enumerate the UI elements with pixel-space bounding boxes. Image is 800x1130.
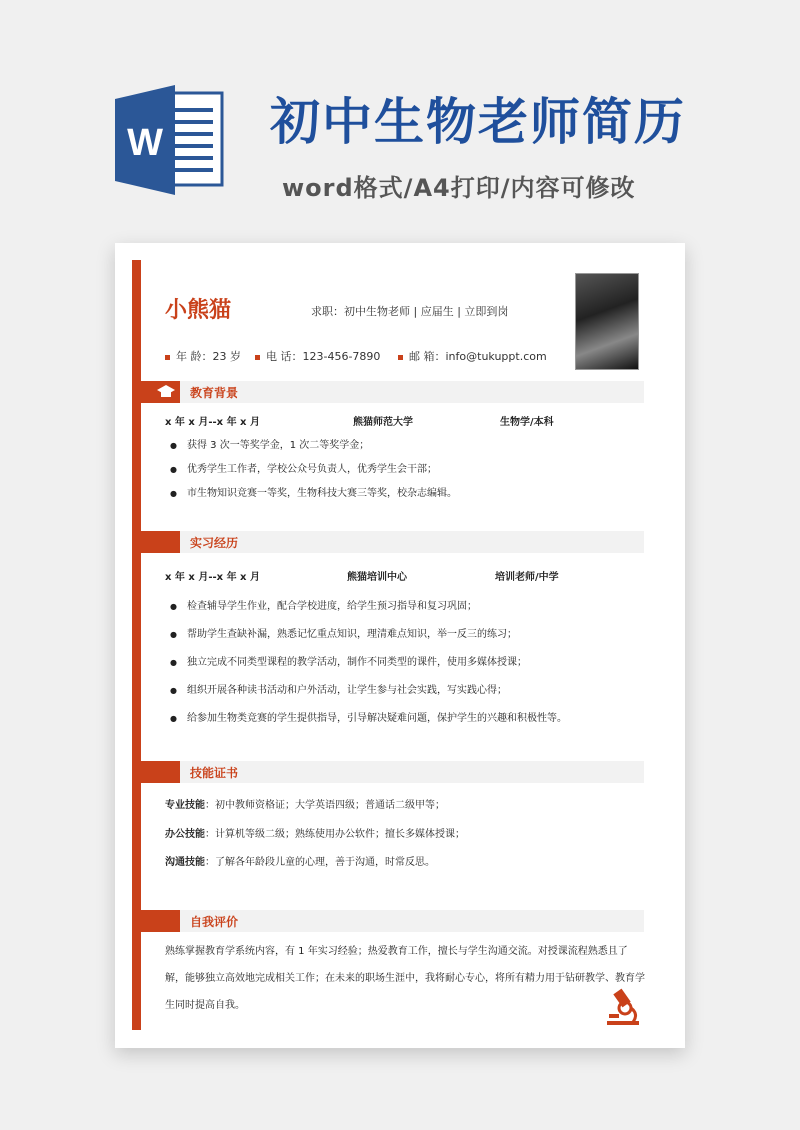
intern-period: x 年 x 月--x 年 x 月 bbox=[165, 572, 260, 583]
skill-line: 办公技能：计算机等级二级；熟练使用办公软件；擅长多媒体授课； bbox=[165, 829, 465, 840]
graduation-cap-icon bbox=[157, 385, 175, 399]
section-self-header bbox=[132, 910, 644, 932]
section-education-header bbox=[132, 381, 644, 403]
word-icon-letter: W bbox=[127, 122, 163, 164]
intern-role: 培训老师/中学 bbox=[495, 572, 559, 583]
list-item: ● 帮助学生查缺补漏，熟悉记忆重点知识，理清难点知识，举一反三的练习； bbox=[170, 625, 517, 640]
info-age: 年 龄：23 岁 bbox=[165, 348, 241, 364]
list-item: ● 给参加生物类竞赛的学生提供指导，引导解决疑难问题，保护学生的兴趣和积极性等。 bbox=[170, 709, 567, 724]
banner-subtitle: word格式/A4打印/内容可修改 bbox=[282, 174, 636, 202]
word-icon bbox=[115, 85, 230, 195]
list-item: ● 组织开展各种读书活动和户外活动，让学生参与社会实践，写实践心得； bbox=[170, 681, 507, 696]
candidate-name: 小熊猫 bbox=[165, 298, 232, 323]
banner-title: 初中生物老师简历 bbox=[270, 93, 686, 151]
list-item: ● 市生物知识竞赛一等奖，生物科技大赛三等奖，校杂志编辑。 bbox=[170, 484, 457, 499]
list-item: ● 优秀学生工作者，学校公众号负责人，优秀学生会干部； bbox=[170, 460, 437, 475]
list-item: ● 检查辅导学生作业，配合学校进度，给学生预习指导和复习巩固； bbox=[170, 597, 477, 612]
skill-line: 专业技能：初中教师资格证；大学英语四级；普通话二级甲等； bbox=[165, 800, 445, 811]
section-education-title: 教育背景 bbox=[190, 386, 239, 400]
skill-line: 沟通技能：了解各年龄段儿童的心理，善于沟通，时常反思。 bbox=[165, 857, 435, 868]
profile-photo bbox=[575, 273, 639, 370]
edu-period: x 年 x 月--x 年 x 月 bbox=[165, 417, 260, 428]
intern-company: 熊猫培训中心 bbox=[347, 572, 407, 583]
microscope-icon bbox=[603, 988, 643, 1028]
info-email: 邮 箱：info@tukuppt.com bbox=[398, 348, 547, 364]
section-internship-title: 实习经历 bbox=[190, 536, 239, 550]
section-skills-title: 技能证书 bbox=[190, 766, 239, 780]
list-item: ● 获得 3 次一等奖学金，1 次二等奖学金； bbox=[170, 436, 369, 451]
self-evaluation-text: 熟练掌握教育学系统内容，有 1 年实习经验；热爱教育工作，擅长与学生沟通交流。对授课流程熟悉且了解，能够独立高效地完成相关工作；在未来的职场生涯中，我将耐心专心，将所有精力用于钻研教学、教育学生同时提高自我。 bbox=[165, 946, 645, 1011]
list-item: ● 独立完成不同类型课程的教学活动，制作不同类型的课件，使用多媒体授课； bbox=[170, 653, 527, 668]
info-phone: 电 话：123-456-7890 bbox=[255, 348, 380, 364]
resume-paper bbox=[115, 243, 685, 1048]
section-self-title: 自我评价 bbox=[190, 915, 239, 929]
edu-major: 生物学/本科 bbox=[500, 417, 554, 428]
job-objective: 求职：初中生物老师 | 应届生 | 立即到岗 bbox=[311, 305, 509, 318]
section-skills-header bbox=[132, 761, 644, 783]
edu-school: 熊猫师范大学 bbox=[353, 417, 413, 428]
section-internship-header bbox=[132, 531, 644, 553]
